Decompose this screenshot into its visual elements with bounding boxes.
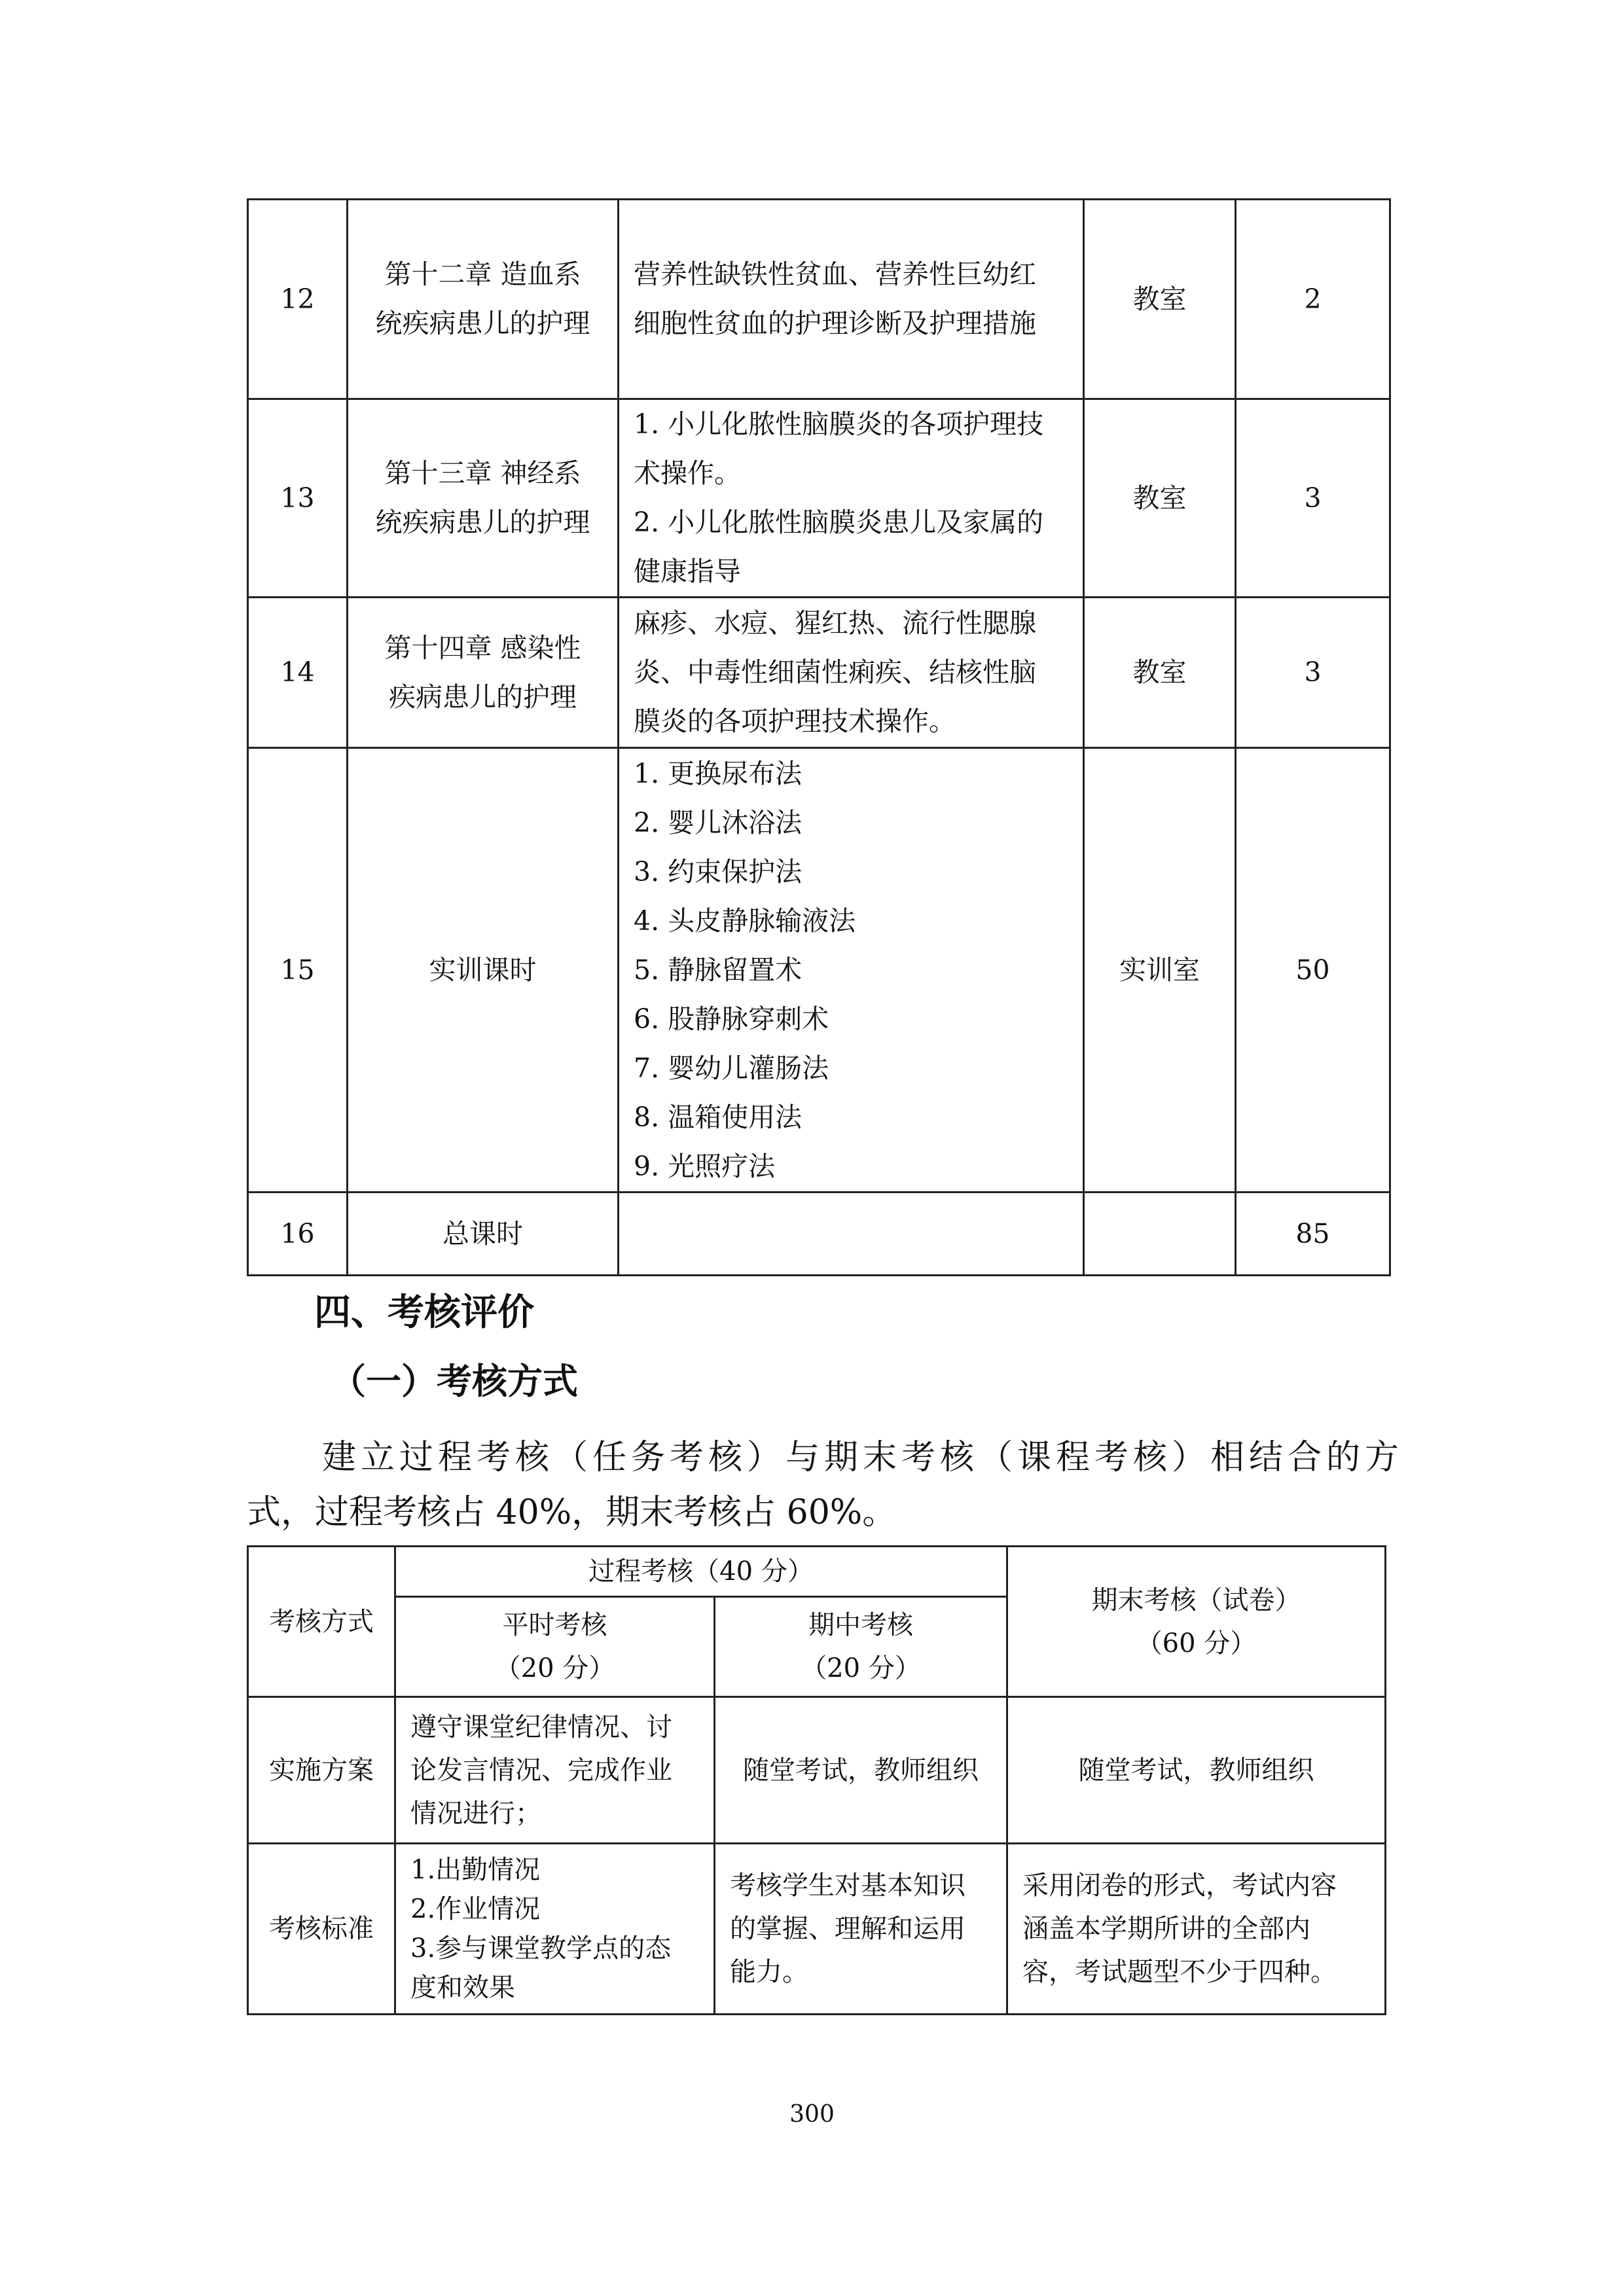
row-number: 13: [248, 399, 348, 598]
hours-cell: 50: [1236, 748, 1390, 1193]
standard-label: 考核标准: [248, 1844, 395, 2015]
row-number: 14: [248, 598, 348, 748]
schedule-table: [247, 198, 1391, 1276]
page-number: 300: [789, 2101, 835, 2128]
paragraph-line: 式，过程考核占 40%，期末考核占 60%。: [247, 1493, 897, 1532]
implementation-final: 随堂考试，教师组织: [1007, 1697, 1386, 1844]
cell-line: 总课时: [442, 1217, 523, 1249]
paragraph-line: 建立过程考核（任务考核）与期末考核（课程考核）相结合的方: [322, 1438, 1404, 1477]
table-row: [248, 598, 1390, 748]
content-cell: [619, 399, 1084, 598]
place-cell: [1084, 1193, 1236, 1276]
cell-line: 统疾病患儿的护理: [375, 308, 590, 339]
cell-line: 4. 头皮静脉输液法: [634, 905, 856, 937]
content-cell: [619, 598, 1084, 748]
cell-line: 膜炎的各项护理技术操作。: [634, 706, 956, 737]
standard-final: 采用闭卷的形式，考试内容 涵盖本学期所讲的全部内 容，考试题型不少于四种。: [1007, 1844, 1386, 2015]
assessment-method-label: 考核方式: [248, 1547, 395, 1697]
cell-line: 1. 小儿化脓性脑膜炎的各项护理技: [634, 408, 1044, 440]
table-row: [248, 748, 1390, 1193]
implementation-label: 实施方案: [248, 1697, 395, 1844]
final-assessment-header: 期末考核（试卷） （60 分）: [1007, 1547, 1386, 1697]
cell-line: 炎、中毒性细菌性痢疾、结核性脑: [634, 656, 1036, 688]
content-cell: [619, 200, 1084, 399]
table-row: [248, 1193, 1390, 1276]
row-number: 16: [248, 1193, 348, 1276]
chapter-cell: [348, 598, 619, 748]
cell-line: 6. 股静脉穿刺术: [634, 1003, 829, 1035]
cell-line: 3. 约束保护法: [634, 855, 803, 888]
cell-line: 第十三章 神经系: [384, 457, 581, 489]
cell-line: 实训课时: [429, 954, 537, 986]
table-row: [248, 200, 1390, 399]
subsection-title: （一）考核方式: [331, 1360, 578, 1402]
standard-midterm: 考核学生对基本知识 的掌握、理解和运用 能力。: [715, 1844, 1007, 2015]
cell-line: 疾病患儿的护理: [389, 681, 577, 713]
content-cell: [619, 1193, 1084, 1276]
hours-cell: 2: [1236, 200, 1390, 399]
daily-assessment-header: 平时考核 （20 分）: [395, 1597, 715, 1697]
implementation-midterm: 随堂考试，教师组织: [715, 1697, 1007, 1844]
cell-line: 第十二章 造血系: [384, 259, 581, 290]
chapter-cell: [348, 200, 619, 399]
cell-line: 术操作。: [634, 457, 741, 489]
cell-line: 健康指导: [634, 556, 741, 587]
hours-cell: 3: [1236, 399, 1390, 598]
standard-daily: 1.出勤情况 2.作业情况 3.参与课堂教学点的态 度和效果: [395, 1844, 715, 2015]
cell-line: 营养性缺铁性贫血、营养性巨幼红: [634, 259, 1036, 290]
midterm-assessment-header: 期中考核 （20 分）: [715, 1597, 1007, 1697]
chapter-cell: [348, 748, 619, 1193]
chapter-cell: [348, 1193, 619, 1276]
implementation-daily: 遵守课堂纪律情况、讨 论发言情况、完成作业 情况进行；: [395, 1697, 715, 1844]
hours-cell: 3: [1236, 598, 1390, 748]
place-cell: 实训室: [1084, 748, 1236, 1193]
cell-line: 1. 更换尿布法: [634, 757, 803, 789]
content-cell: [619, 748, 1084, 1193]
cell-line: 细胞性贫血的护理诊断及护理措施: [634, 308, 1036, 339]
cell-line: 2. 婴儿沐浴法: [634, 806, 803, 838]
assessment-paragraph: [247, 1430, 1404, 1540]
place-cell: 教室: [1084, 399, 1236, 598]
cell-line: 麻疹、水痘、猩红热、流行性腮腺: [634, 607, 1036, 639]
row-number: 12: [248, 200, 348, 399]
assessment-table: [247, 1545, 1386, 2015]
chapter-cell: [348, 399, 619, 598]
row-number: 15: [248, 748, 348, 1193]
cell-line: 2. 小儿化脓性脑膜炎患儿及家属的: [634, 507, 1044, 538]
hours-cell: 85: [1236, 1193, 1390, 1276]
process-assessment-header: 过程考核（40 分）: [395, 1547, 1007, 1597]
cell-line: 9. 光照疗法: [634, 1150, 776, 1182]
cell-line: 7. 婴幼儿灌肠法: [634, 1052, 829, 1084]
section-title: 四、考核评价: [314, 1291, 534, 1334]
cell-line: 5. 静脉留置术: [634, 954, 803, 986]
cell-line: 第十四章 感染性: [384, 632, 581, 664]
cell-line: 8. 温箱使用法: [634, 1101, 803, 1133]
place-cell: 教室: [1084, 200, 1236, 399]
table-row: [248, 399, 1390, 598]
cell-line: 统疾病患儿的护理: [375, 507, 590, 538]
place-cell: 教室: [1084, 598, 1236, 748]
